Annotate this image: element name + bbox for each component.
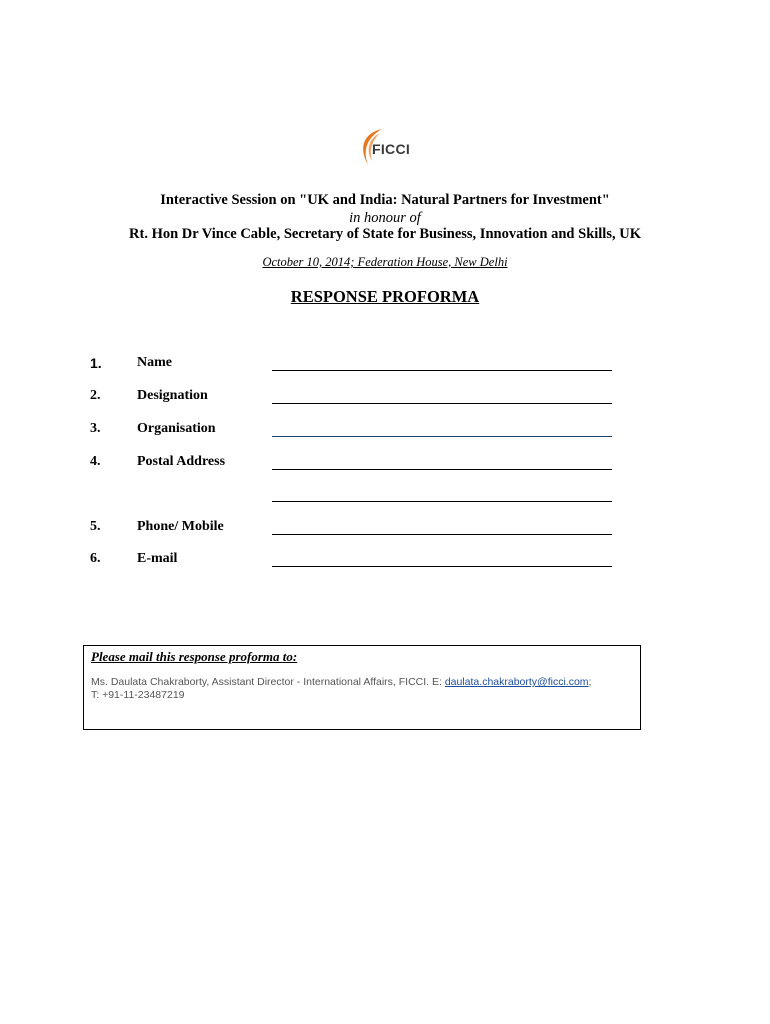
date-venue: October 10, 2014; Federation House, New Delhi	[262, 255, 508, 269]
phone-input-line[interactable]	[272, 534, 612, 535]
field-row-postal-address	[0, 454, 770, 474]
contact-email-link[interactable]: daulata.chakraborty@ficci.com	[444, 676, 589, 688]
mail-instructions-heading: Please mail this response proforma to:	[91, 649, 298, 664]
email-suffix: ;	[588, 676, 592, 688]
field-label: Postal Address	[137, 454, 226, 469]
field-number: 6.	[90, 551, 101, 566]
designation-input-line[interactable]	[272, 403, 612, 404]
field-number: 5.	[90, 519, 101, 534]
ficci-logo	[350, 127, 430, 171]
mail-instructions-box	[83, 645, 641, 730]
contact-phone: T: +91-11-23487219	[91, 689, 185, 701]
organisation-input-line[interactable]	[272, 436, 612, 437]
field-label: Organisation	[137, 421, 216, 436]
guest-line: Rt. Hon Dr Vince Cable, Secretary of State for Business, Innovation and Skills, UK	[129, 226, 641, 242]
field-label: Name	[137, 355, 172, 370]
field-number: 2.	[90, 388, 101, 403]
field-row-name	[0, 355, 770, 375]
field-label: Designation	[137, 388, 208, 403]
email-input-line[interactable]	[272, 566, 612, 567]
field-row-phone	[0, 519, 770, 539]
contact-details	[91, 676, 636, 702]
honour-line: in honour of	[349, 210, 421, 226]
name-input-line[interactable]	[272, 370, 612, 371]
postal-address-input-line-2[interactable]	[272, 501, 612, 502]
contact-name-role: Ms. Daulata Chakraborty, Assistant Director - International Affairs, FICCI. E:	[91, 676, 445, 688]
form-heading: RESPONSE PROFORMA	[290, 287, 480, 306]
postal-address-input-line[interactable]	[272, 469, 612, 470]
field-number: 4.	[90, 454, 101, 469]
field-row-email	[0, 551, 770, 571]
field-number: 1.	[90, 355, 102, 371]
field-row-organisation	[0, 421, 770, 441]
ficci-logo-text: FICCI	[372, 141, 411, 157]
event-title: Interactive Session on "UK and India: Natural Partners for Investment"	[160, 192, 610, 208]
field-label: Phone/ Mobile	[137, 519, 224, 534]
field-number: 3.	[90, 421, 101, 436]
field-row-designation	[0, 388, 770, 408]
field-label: E-mail	[137, 551, 178, 566]
